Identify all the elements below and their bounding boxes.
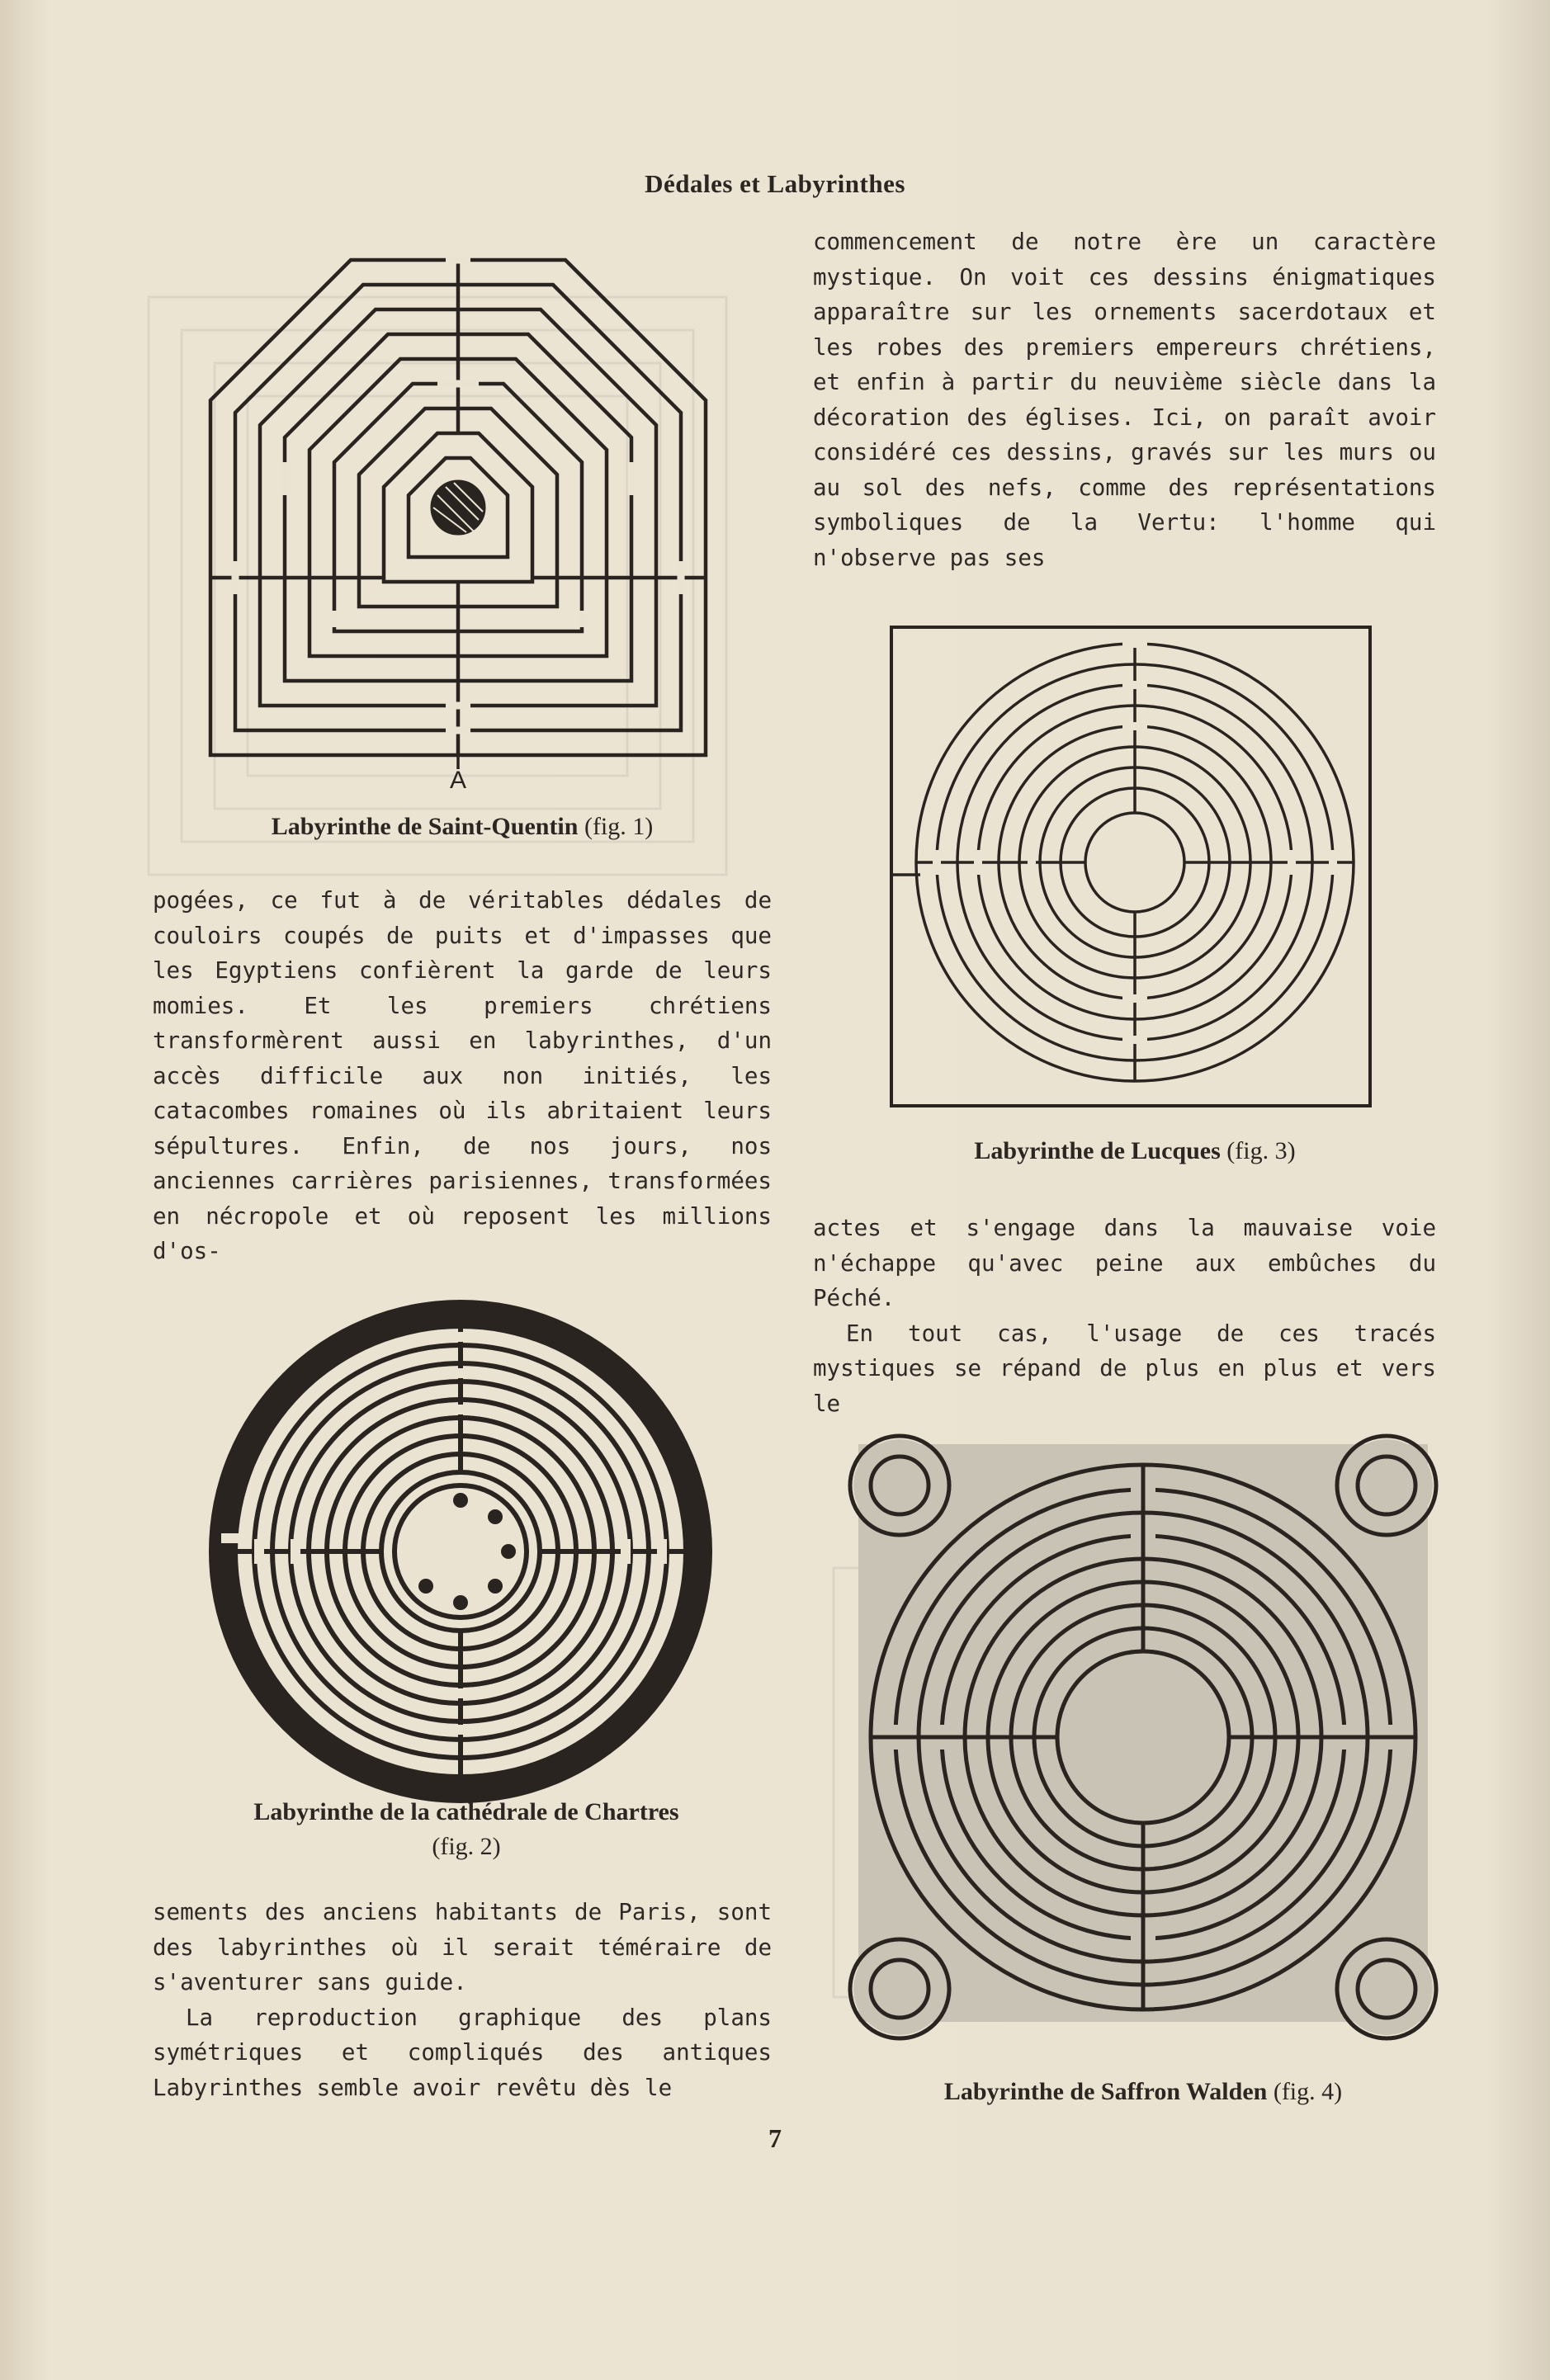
caption-fig3-ref: (fig. 3): [1226, 1137, 1296, 1164]
left-paragraph-2: sements des anciens habitants de Paris, sont des labyrinthes où il serait téméraire de s'aventurer sans guide.: [153, 1899, 772, 1995]
caption-fig2: [153, 1795, 780, 1864]
caption-fig1-title: Labyrinthe de Saint-Quentin: [271, 813, 579, 840]
right-paragraph-2: actes et s'engage dans la mauvaise voie n'échappe qu'avec peine aux embûches du Péché.: [813, 1215, 1436, 1311]
caption-fig3-title: Labyrinthe de Lucques: [974, 1137, 1221, 1164]
figure-lucques-labyrinth: [883, 619, 1378, 1114]
caption-fig4: [829, 2078, 1457, 2106]
caption-fig2-title: Labyrinthe de la cathédrale de Chartres: [253, 1798, 679, 1825]
left-paragraph-3: La reproduction graphique des plans symétriques et compliqués des antiques Labyrinthes semble avoir revêtu dès le: [153, 2004, 772, 2101]
figure-saint-quentin-labyrinth: [190, 248, 726, 792]
figure-chartres-labyrinth: [196, 1287, 725, 1816]
left-paragraph-1: pogées, ce fut à de véritables dédales de couloirs coupés de puits et d'impasses que les Egyptiens confièrent la garde de leurs momies. Et les premiers chrétiens transformèrent aussi en labyrinthes, d'un accès difficile aux non initiés, les catacombes romaines où ils abritaient leurs sépultures. Enfin, de nos jours, nos anciennes carrières parisiennes, transformées en nécropole et où reposent les millions d'os-: [153, 887, 772, 1264]
caption-fig4-title: Labyrinthe de Saffron Walden: [943, 2078, 1268, 2105]
caption-fig3: [867, 1137, 1403, 1165]
left-column-text-bottom: [153, 1895, 772, 2113]
right-paragraph-3: En tout cas, l'usage de ces tracés mystiques se répand de plus en plus et vers le: [813, 1320, 1436, 1417]
right-column-text-top: [813, 224, 1436, 588]
left-column-text-middle: [153, 883, 772, 1264]
right-column-text-middle: [813, 1211, 1436, 1417]
entrance-label: A: [449, 767, 467, 792]
caption-fig2-ref: (fig. 2): [432, 1833, 501, 1860]
caption-fig1: [173, 813, 751, 841]
page-number: 7: [768, 2123, 782, 2153]
running-header: Dédales et Labyrinthes: [645, 169, 905, 198]
caption-fig1-ref: (fig. 1): [584, 813, 654, 840]
figure-saffron-walden-labyrinth: [825, 1419, 1461, 2063]
right-paragraph-1: commencement de notre ère un caractère mystique. On voit ces dessins énigmatiques apparaître sur les ornements sacerdotaux et les robes des premiers empereurs chrétiens, et enfin à partir du neuvième siècle dans la décoration des églises. Ici, on paraît avoir considéré ces dessins, gravés sur les murs ou au sol des nefs, comme des représentations symboliques de la Vertu: l'homme qui n'observe pas ses: [813, 229, 1436, 571]
caption-fig4-ref: (fig. 4): [1273, 2078, 1343, 2105]
